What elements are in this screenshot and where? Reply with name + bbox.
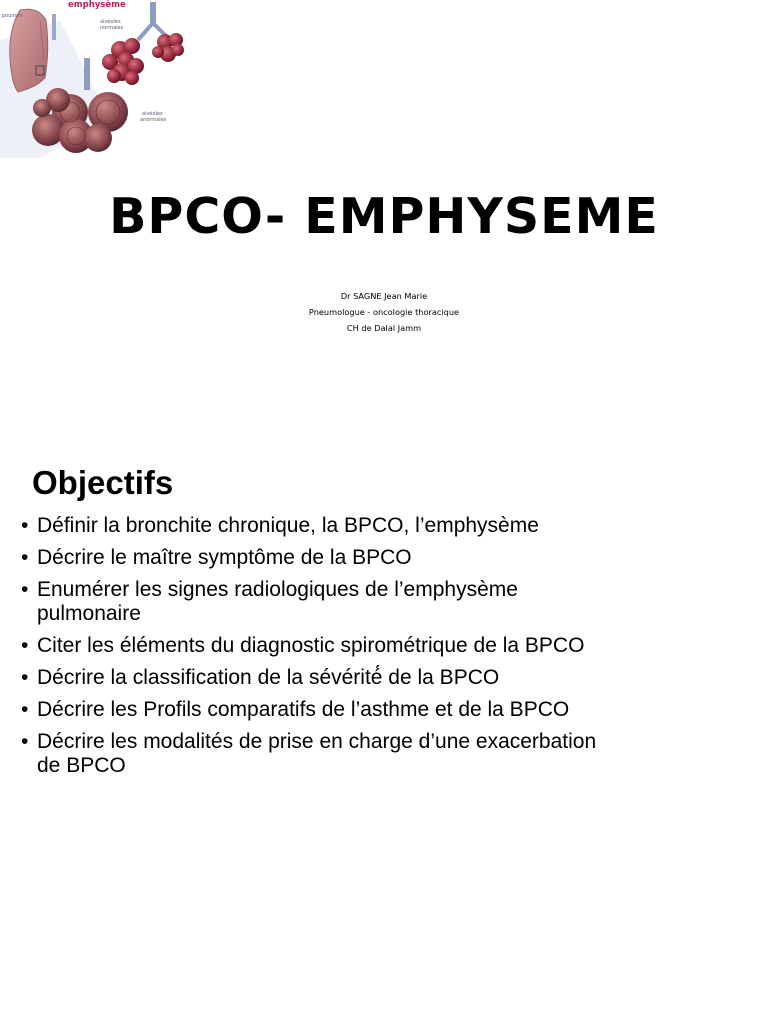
objective-item bbox=[21, 514, 661, 538]
slide-title: BPCO- EMPHYSEME bbox=[109, 188, 659, 245]
author-block bbox=[0, 291, 768, 339]
objective-item bbox=[21, 578, 661, 626]
objective-text: Décrire le maître symptôme de la BPCO bbox=[37, 546, 412, 569]
author-specialty: Pneumologue - oncologie thoracique bbox=[308, 307, 460, 317]
bullet-icon: • bbox=[21, 514, 29, 537]
bullet-icon: • bbox=[21, 730, 29, 753]
objective-item bbox=[21, 698, 661, 722]
author-hospital: CH de Dalal Jamm bbox=[346, 323, 422, 333]
objective-item bbox=[21, 634, 661, 658]
objective-item bbox=[21, 730, 661, 778]
bullet-icon: • bbox=[21, 578, 29, 601]
objective-text: Citer les éléments du diagnostic spirométrique de la BPCO bbox=[37, 634, 585, 657]
abnormal-alveoli-label-1: alvéoles bbox=[142, 111, 163, 117]
normal-alveoli-label-2: normales bbox=[100, 25, 124, 31]
objective-item bbox=[21, 666, 661, 690]
objective-text: Décrire les Profils comparatifs de l’asthme et de la BPCO bbox=[37, 698, 570, 721]
bullet-icon: • bbox=[21, 698, 29, 721]
bullet-icon: • bbox=[21, 634, 29, 657]
abnormal-alveoli-label-2: anormales bbox=[140, 117, 167, 123]
objectives-slide bbox=[0, 440, 768, 1024]
emphysema-illustration bbox=[0, 0, 195, 158]
objective-text-continued: pulmonaire bbox=[37, 602, 141, 625]
objective-item bbox=[21, 546, 661, 570]
objectives-heading: Objectifs bbox=[32, 464, 174, 501]
bullet-icon: • bbox=[21, 546, 29, 569]
objective-text: Décrire la classification de la sévérité́ de la BPCO bbox=[37, 666, 500, 689]
lung-alveoli-image bbox=[0, 0, 195, 158]
illustration-title: emphysème bbox=[68, 0, 126, 10]
objective-text: Définir la bronchite chronique, la BPCO, l’emphysème bbox=[37, 514, 539, 537]
objectives-list bbox=[21, 514, 661, 786]
objective-text: Décrire les modalités de prise en charge d’une exacerbation bbox=[37, 730, 597, 753]
title-slide bbox=[0, 0, 768, 420]
objective-text: Enumérer les signes radiologiques de l’emphysème bbox=[37, 578, 518, 601]
objective-text-continued: de BPCO bbox=[37, 754, 126, 777]
author-name: Dr SAGNE Jean Marie bbox=[340, 291, 428, 301]
lung-label: poumon bbox=[2, 13, 23, 19]
normal-alveoli-label-1: alvéoles bbox=[100, 19, 121, 25]
bullet-icon: • bbox=[21, 666, 29, 689]
